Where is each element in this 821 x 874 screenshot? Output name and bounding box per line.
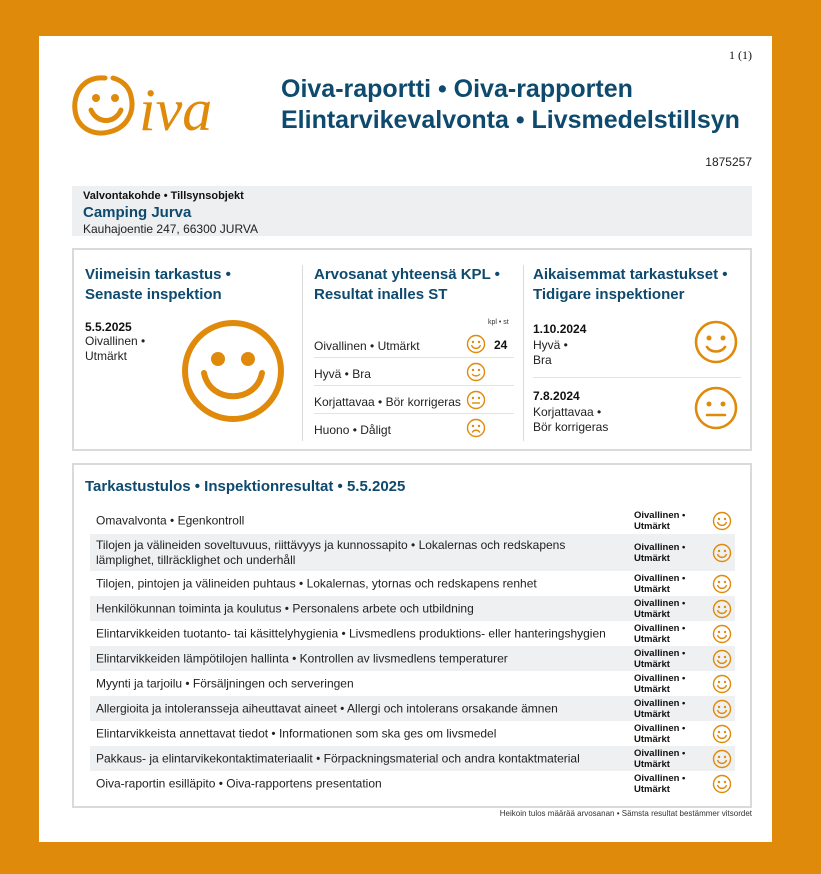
- previous-title-line-1: Aikaisemmat tarkastukset •: [533, 266, 728, 283]
- smiley-sad-icon: [466, 418, 486, 438]
- report-page: [39, 36, 772, 842]
- title-line-2: Elintarvikevalvonta • Livsmedelstillsyn: [281, 106, 740, 134]
- totals-title-line-2: Resultat inalles ST: [314, 286, 448, 303]
- result-row: [90, 721, 735, 746]
- smiley-happy-icon: [712, 699, 732, 719]
- result-grade-line-2: Utmärkt: [634, 521, 670, 532]
- previous-grade-line-2: Bra: [533, 353, 552, 367]
- footnote: Heikoin tulos määrää arvosanan • Sämsta resultat bestämmer vitsordet: [499, 809, 752, 818]
- result-grade-line-1: Oivallinen •: [634, 747, 686, 759]
- smiley-happy-icon: [712, 574, 732, 594]
- latest-grade: [85, 334, 145, 364]
- latest-title-line-1: Viimeisin tarkastus •: [85, 266, 231, 283]
- row-divider: [533, 377, 741, 378]
- previous-date: 7.8.2024: [533, 389, 580, 403]
- result-grade: [634, 673, 685, 695]
- grade-total-count: 24: [494, 338, 508, 352]
- result-grade: [634, 573, 685, 595]
- result-item-text: Tilojen, pintojen ja välineiden puhtaus • Lokalernas, ytornas och redskapens renhet: [96, 576, 537, 590]
- result-grade: [634, 723, 685, 745]
- totals-title: [314, 265, 500, 305]
- result-grade: [634, 510, 685, 532]
- totals-title-line-1: Arvosanat yhteensä KPL •: [314, 266, 500, 283]
- result-item-text: Omavalvonta • Egenkontroll: [96, 513, 245, 528]
- previous-grade-line-1: Hyvä •: [533, 338, 568, 352]
- result-row: [90, 621, 735, 646]
- result-grade-line-1: Oivallinen •: [634, 597, 686, 609]
- result-grade-line-2: Utmärkt: [634, 758, 670, 770]
- result-grade-line-1: Oivallinen •: [634, 572, 686, 584]
- result-row: [90, 771, 735, 796]
- result-row: [90, 646, 735, 671]
- grade-total-row: [314, 414, 514, 442]
- result-row: [90, 746, 735, 771]
- grade-total-label: Huono • Dåligt: [314, 423, 391, 437]
- result-item-text: Pakkaus- ja elintarvikekontaktimateriaalit • Förpackningsmaterial och andra kontaktmaterial: [96, 751, 580, 765]
- result-grade: [634, 748, 685, 770]
- unit-label: kpl • st: [488, 319, 509, 326]
- result-row: [90, 671, 735, 696]
- result-grade-line-2: Utmärkt: [634, 733, 670, 745]
- page-number: 1 (1): [729, 48, 752, 62]
- column-divider: [302, 265, 303, 441]
- oiva-logo: [69, 68, 259, 140]
- result-grade-line-1: Oivallinen •: [634, 772, 686, 784]
- result-grade-line-1: Oivallinen •: [634, 622, 686, 634]
- title-line-1: Oiva-raportti • Oiva-rapporten: [281, 75, 633, 103]
- previous-grade: [533, 405, 608, 435]
- result-grade-line-2: Utmärkt: [634, 608, 670, 620]
- result-grade: [634, 542, 685, 564]
- smiley-happy-icon: [712, 649, 732, 669]
- result-item-text: Oiva-raportin esilläpito • Oiva-rapportens presentation: [96, 776, 382, 790]
- previous-title: [533, 265, 728, 305]
- latest-title: [85, 265, 231, 305]
- grade-total-label: Oivallinen • Utmärkt: [314, 339, 420, 353]
- inspection-target: [72, 186, 752, 236]
- column-divider: [523, 265, 524, 441]
- previous-grade-line-2: Bör korrigeras: [533, 420, 609, 434]
- smiley-happy-icon: [466, 334, 486, 354]
- result-row: [90, 508, 735, 534]
- report-number: 1875257: [705, 155, 752, 169]
- result-grade-line-2: Utmärkt: [634, 683, 670, 695]
- target-label: Valvontakohde • Tillsynsobjekt: [83, 190, 244, 202]
- grade-total-label: Korjattavaa • Bör korrigeras: [314, 395, 461, 409]
- target-name: Camping Jurva: [83, 204, 192, 221]
- results-title: Tarkastustulos • Inspektionresultat • 5.5.2025: [85, 478, 406, 495]
- result-row: [90, 596, 735, 621]
- result-grade-line-1: Oivallinen •: [634, 722, 686, 734]
- result-grade-line-1: Oivallinen •: [634, 510, 686, 521]
- result-item-text: Henkilökunnan toiminta ja koulutus • Personalens arbete och utbildning: [96, 601, 474, 615]
- result-row: [90, 571, 735, 596]
- latest-grade-line-2: Utmärkt: [85, 349, 127, 363]
- smiley-good-icon: [466, 362, 486, 382]
- grade-total-row: [314, 330, 514, 358]
- smiley-happy-icon: [712, 774, 732, 794]
- previous-grade: [533, 338, 568, 368]
- smiley-happy-icon: [712, 724, 732, 744]
- previous-date: 1.10.2024: [533, 322, 587, 336]
- result-grade: [634, 598, 685, 620]
- target-address: Kauhajoentie 247, 66300 JURVA: [83, 222, 259, 236]
- result-grade-line-1: Oivallinen •: [634, 647, 686, 659]
- result-grade: [634, 648, 685, 670]
- grade-total-label: Hyvä • Bra: [314, 367, 371, 381]
- svg-text:iva: iva: [139, 77, 213, 140]
- smiley-happy-icon: [712, 749, 732, 769]
- result-item-text: Elintarvikkeista annettavat tiedot • Informationen som ska ges om livsmedel: [96, 726, 497, 740]
- result-item-text: Elintarvikkeiden tuotanto- tai käsittelyhygienia • Livsmedlens produktions- eller hanteringshygien: [96, 626, 606, 640]
- previous-title-line-2: Tidigare inspektioner: [533, 286, 685, 303]
- result-item-text: Myynti ja tarjoilu • Försäljningen och serveringen: [96, 676, 354, 690]
- result-row: [90, 534, 735, 571]
- result-grade-line-2: Utmärkt: [634, 708, 670, 720]
- smiley-neutral-icon: [694, 386, 738, 430]
- summary-panel: [72, 248, 752, 451]
- latest-title-line-2: Senaste inspektion: [85, 286, 222, 303]
- result-grade-line-2: Utmärkt: [634, 552, 670, 564]
- result-grade-line-1: Oivallinen •: [634, 697, 686, 709]
- result-grade: [634, 698, 685, 720]
- smiley-happy-icon: [712, 511, 732, 531]
- smiley-happy-icon: [712, 543, 732, 563]
- results-panel: [72, 463, 752, 808]
- latest-grade-line-1: Oivallinen •: [85, 334, 146, 348]
- smiley-happy-icon: [180, 318, 286, 424]
- result-item-text: Tilojen ja välineiden soveltuvuus, riittävyys ja kunnossapito • Lokalernas och redskapens lämplighet, tillräcklighet och underhåll: [96, 537, 566, 567]
- result-grade-line-2: Utmärkt: [634, 583, 670, 595]
- smiley-happy-icon: [712, 599, 732, 619]
- smiley-happy-icon: [712, 674, 732, 694]
- result-grade-line-2: Utmärkt: [634, 633, 670, 645]
- latest-date: 5.5.2025: [85, 320, 132, 334]
- previous-grade-line-1: Korjattavaa •: [533, 405, 602, 419]
- result-grade: [634, 773, 685, 795]
- result-grade-line-1: Oivallinen •: [634, 541, 686, 553]
- smiley-happy-icon: [712, 624, 732, 644]
- result-item-text: Allergioita ja intoleransseja aiheuttavat aineet • Allergi och intolerans orsakande ämnen: [96, 701, 558, 715]
- result-row: [90, 696, 735, 721]
- report-title: [281, 74, 740, 136]
- result-grade-line-2: Utmärkt: [634, 783, 670, 795]
- smiley-good-icon: [694, 320, 738, 364]
- smiley-neutral-icon: [466, 390, 486, 410]
- result-grade-line-2: Utmärkt: [634, 658, 670, 670]
- result-grade: [634, 623, 685, 645]
- grade-total-row: [314, 386, 514, 414]
- result-grade-line-1: Oivallinen •: [634, 672, 686, 684]
- result-item-text: Elintarvikkeiden lämpötilojen hallinta • Kontrollen av livsmedlens temperaturer: [96, 651, 508, 665]
- grade-total-row: [314, 358, 514, 386]
